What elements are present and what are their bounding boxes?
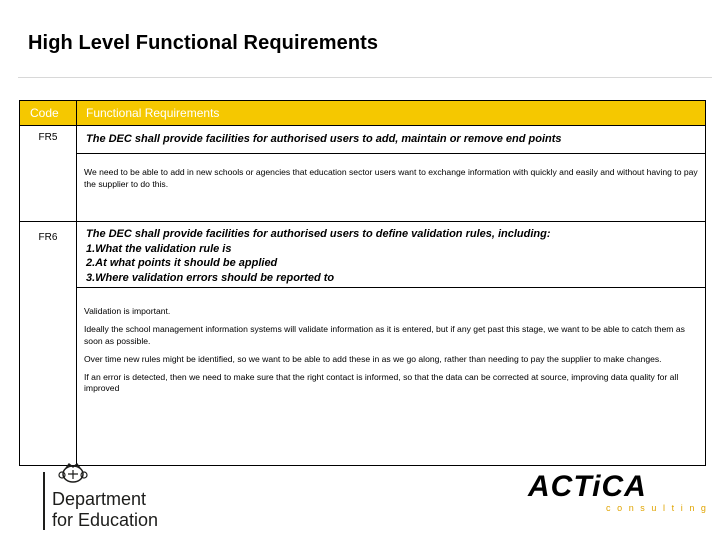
note-paragraph: If an error is detected, then we need to make sure that the right contact is informed, so that the data can be corrected at source, improving data quality for all improved: [84, 371, 679, 393]
royal-crest-icon: [56, 462, 90, 484]
requirements-table: [19, 100, 706, 466]
title-divider: [18, 77, 712, 78]
row-divider-fr5-inner: [76, 153, 706, 154]
requirement-line: The DEC shall provide facilities for authorised users to define validation rules, including:: [86, 228, 551, 240]
note-paragraph: We need to be able to add in new schools or agencies that education sector users want to exchange information with quickly and easily and without having to pay the supplier to do this.: [84, 167, 698, 189]
row-divider-fr6-inner: [76, 287, 706, 288]
requirement-line: 3.Where validation errors should be reported to: [86, 271, 335, 284]
dfe-vertical-bar: [43, 472, 45, 530]
dfe-name-line1: Department: [52, 489, 147, 509]
row-code-fr6: FR6: [38, 232, 58, 243]
dfe-name-line2: for Education: [52, 510, 159, 530]
note-paragraph: Validation is important.: [84, 306, 171, 316]
requirement-line: 1.What the validation rule is: [86, 242, 232, 255]
row-divider-fr5: [20, 221, 706, 222]
note-paragraph: Over time new rules might be identified, so we want to be able to add these in as we go along, rather than needing to pay the supplier to make changes.: [84, 353, 662, 364]
table-header-row: [20, 101, 705, 126]
row-notes-fr5: [84, 167, 700, 197]
row-requirement-fr5: The DEC shall provide facilities for authorised users to add, maintain or remove end points: [86, 133, 562, 145]
dfe-logo: [40, 462, 180, 532]
row-requirement-fr6: [86, 227, 696, 285]
requirement-line: 2.At what points it should be applied: [86, 257, 278, 269]
header-functional-requirements: Functional Requirements: [86, 106, 220, 120]
actica-wordmark: ACTiCA: [528, 470, 647, 503]
actica-tagline: consulting: [606, 503, 713, 513]
actica-logo: [528, 470, 713, 520]
slide-title: High Level Functional Requirements: [28, 32, 379, 54]
column-divider: [76, 101, 77, 465]
header-code: Code: [30, 106, 59, 120]
row-notes-fr6: [84, 306, 700, 401]
row-code-fr5: FR5: [38, 132, 58, 143]
note-paragraph: Ideally the school management information systems will validate information as it is entered, but if any get past this stage, we want to be able to catch them as soon as possible.: [84, 324, 685, 346]
